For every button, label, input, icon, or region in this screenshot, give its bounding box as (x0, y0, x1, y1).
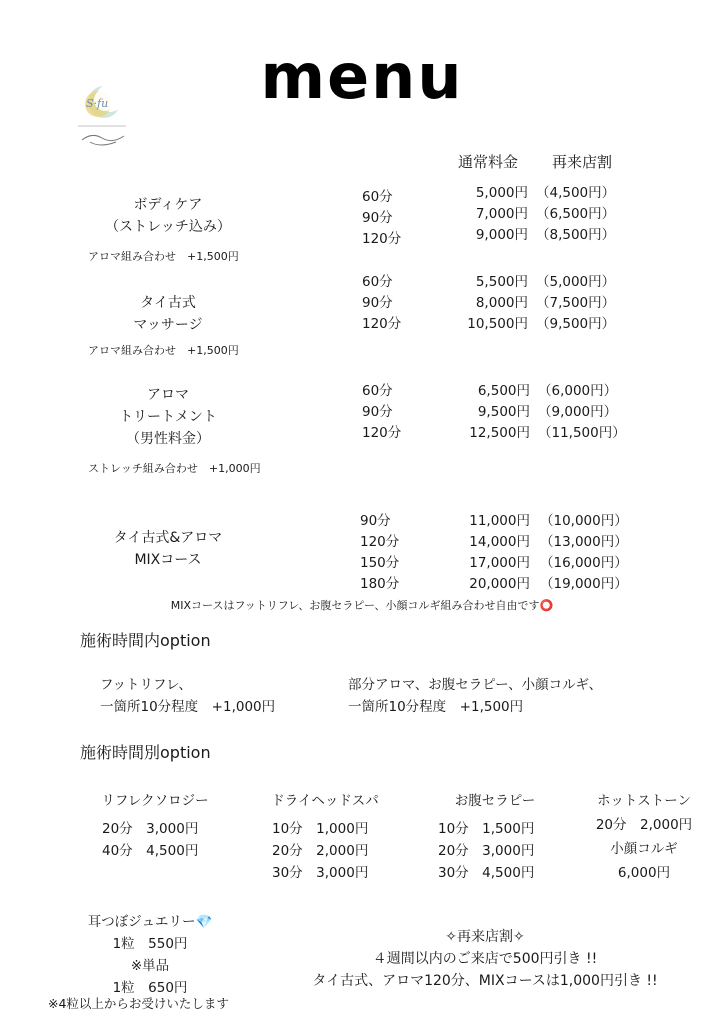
course-times: 90分 120分 150分 180分 (360, 513, 400, 592)
course-prices: 6,500円 9,500円 12,500円 (469, 383, 530, 441)
page-title: menu (260, 40, 464, 113)
course-note: ストレッチ組み合わせ +1,000円 (88, 462, 261, 475)
reflexology-name: リフレクソロジー (101, 793, 209, 809)
svg-text:S·fu: S·fu (86, 97, 109, 110)
course-name-aroma: アロマ トリートメント （男性料金） (119, 387, 217, 447)
belly-therapy-name: お腹セラピー (454, 793, 536, 809)
repeat-discount-block: ✧再来店割✧ ４週間以内のご来店で500円引き !! タイ古式、アロマ120分、MIXコースは1,000円引き !! (312, 929, 658, 989)
course-note: アロマ組み合わせ +1,500円 (88, 344, 239, 357)
ear-jewelry-block: 耳つぼジュエリー💎 1粒 550円 ※単品 1粒 650円 (87, 914, 213, 996)
course-times: 60分 90分 120分 (362, 274, 402, 332)
small-face-corugi-price: 6,000円 (617, 865, 671, 881)
reflexology-prices: 20分 3,000円 40分 4,500円 (102, 821, 199, 859)
course-prices: 5,000円 7,000円 9,000円 (475, 185, 528, 243)
small-face-corugi-name: 小顔コルギ (610, 841, 678, 857)
hot-stone-price: 20分 2,000円 (595, 817, 693, 833)
course-name-mix: タイ古式&アロマ MIXコース (113, 530, 223, 568)
belly-therapy-prices: 10分 1,500円 20分 3,000円 30分 4,500円 (438, 821, 535, 881)
course-times: 60分 90分 120分 (362, 189, 402, 247)
course-name-body-care: ボディケア （ストレッチ込み） (105, 197, 231, 235)
option-separate-heading: 施術時間別option (80, 743, 211, 762)
moon-hand-logo-icon (72, 82, 132, 154)
regular-price-header: 通常料金 (458, 153, 519, 171)
course-times: 60分 90分 120分 (362, 383, 402, 441)
mix-course-note: MIXコースはフットリフレ、お腹セラピー、小顔コルギ組み合わせ自由です⭕ (170, 599, 554, 612)
course-repeat-prices: （10,000円） （13,000円） （16,000円） （19,000円） (540, 513, 628, 592)
course-repeat-prices: （5,000円） （7,500円） （9,500円） (536, 274, 616, 332)
option-within-heading: 施術時間内option (80, 631, 211, 650)
dry-head-spa-prices: 10分 1,000円 20分 2,000円 30分 3,000円 (272, 821, 369, 881)
course-name-thai: タイ古式 マッサージ (133, 295, 203, 333)
dry-head-spa-name: ドライヘッドスパ (271, 793, 379, 809)
course-repeat-prices: （4,500円） （6,500円） （8,500円） (536, 185, 616, 243)
course-note: アロマ組み合わせ +1,500円 (88, 250, 239, 263)
option-within-item-foot: フットリフレ、 一箇所10分程度 +1,000円 (100, 677, 276, 715)
course-prices: 11,000円 14,000円 17,000円 20,000円 (469, 513, 530, 592)
course-repeat-prices: （6,000円） （9,000円） （11,500円） (538, 383, 626, 441)
hot-stone-name: ホットストーン (596, 793, 692, 809)
ear-jewelry-note: ※4粒以上からお受けいたします (48, 996, 229, 1011)
course-prices: 5,500円 8,000円 10,500円 (467, 274, 528, 332)
repeat-price-header: 再来店割 (552, 153, 613, 171)
option-within-item-partial: 部分アロマ、お腹セラピー、小顔コルギ、 一箇所10分程度 +1,500円 (348, 677, 603, 715)
